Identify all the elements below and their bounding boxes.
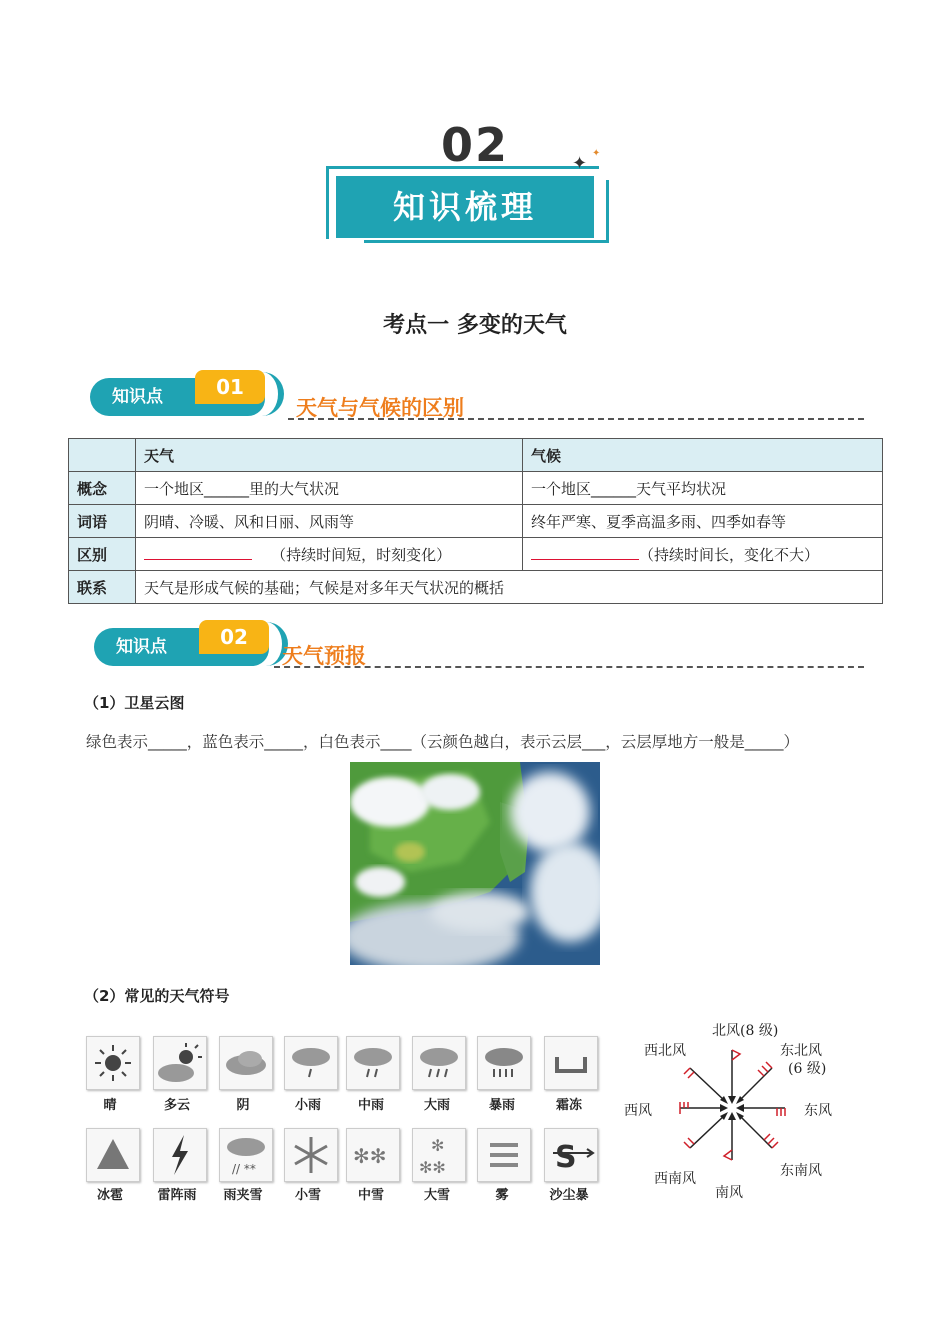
row-label: 词语: [69, 505, 136, 538]
tag-number: 02: [199, 620, 269, 654]
table-cell: 阴晴、冷暖、风和日丽、风雨等: [136, 505, 523, 538]
cell-note: （持续时间长，变化不大）: [639, 545, 820, 564]
section-title: 考点一 多变的天气: [383, 313, 567, 338]
wind-label-northeast-level: (6 级): [788, 1061, 827, 1077]
table-cell-blank: [136, 538, 523, 571]
table-header: 气候: [523, 439, 883, 472]
chapter-number: 02: [440, 118, 509, 172]
wind-label-northwest: 西北风: [644, 1043, 686, 1059]
satellite-cloud-image: [350, 762, 600, 965]
tag-label: 知识点: [112, 387, 163, 407]
table-cell: 终年严寒、夏季高温多雨、四季如春等: [523, 505, 883, 538]
svg-text:✻: ✻: [431, 1136, 445, 1155]
weather-label: 雾: [495, 1188, 509, 1203]
light-snow-icon: [284, 1128, 338, 1182]
weather-label: 沙尘暴: [549, 1188, 589, 1203]
chapter-title: 知识梳理: [392, 188, 537, 226]
table-row: [69, 472, 883, 505]
moderate-rain-icon: [346, 1036, 400, 1090]
table-row: [69, 571, 883, 604]
hail-icon: [86, 1128, 140, 1182]
svg-text:// **: // **: [232, 1162, 256, 1176]
wind-label-southwest: 西南风: [654, 1171, 696, 1187]
table-cell: 天气是形成气候的基础；气候是对多年天气状况的概括: [136, 571, 883, 604]
weather-label: 中雪: [357, 1188, 384, 1203]
wind-label-southeast: 东南风: [780, 1163, 822, 1179]
table-cell: [69, 439, 136, 472]
row-label: 概念: [69, 472, 136, 505]
table-cell: 一个地区______天气平均状况: [523, 472, 883, 505]
thunderstorm-icon: [153, 1128, 207, 1182]
partly-cloudy-icon: [153, 1036, 207, 1090]
sleet-icon: [219, 1128, 273, 1182]
table-cell-blank: [523, 538, 883, 571]
kp1-title: 天气与气候的区别: [296, 396, 464, 420]
heavy-rain-icon: [412, 1036, 466, 1090]
weather-label: 大雪: [423, 1188, 450, 1203]
wind-label-northeast: 东北风: [780, 1043, 822, 1059]
rainstorm-icon: [477, 1036, 531, 1090]
tag-number: 01: [195, 370, 265, 404]
weather-label: 雷阵雨: [157, 1188, 197, 1203]
subheading-satellite: （1）卫星云图: [84, 694, 185, 712]
row-label: 联系: [69, 571, 136, 604]
row-label: 区别: [69, 538, 136, 571]
table-cell: 一个地区______里的大气状况: [136, 472, 523, 505]
weather-label: 小雨: [294, 1098, 321, 1113]
weather-label: 晴: [103, 1098, 117, 1113]
knowledge-tag-01: [90, 370, 280, 416]
satellite-text: 绿色表示_____，蓝色表示_____，白色表示____（云颜色越白，表示云层___，云层厚地方一般是_____）: [86, 733, 800, 751]
overcast-icon: [219, 1036, 273, 1090]
table-row: [69, 505, 883, 538]
weather-climate-table: [68, 438, 883, 604]
weather-label: 小雪: [294, 1188, 321, 1203]
table-header: 天气: [136, 439, 523, 472]
frost-icon: [544, 1036, 598, 1090]
tag-label: 知识点: [116, 637, 167, 657]
knowledge-tag-02: [94, 620, 284, 666]
dot-icon: ✦: [592, 148, 601, 159]
wind-label-west: 西风: [624, 1103, 652, 1119]
wind-label-north: 北风(8 级): [712, 1023, 779, 1039]
wind-label-east: 东风: [804, 1103, 832, 1119]
svg-text:✻✻: ✻✻: [353, 1144, 387, 1168]
table-row: [69, 439, 883, 472]
dash-line: [274, 666, 864, 668]
kp2-title: 天气预报: [282, 644, 366, 668]
weather-label: 冰雹: [96, 1188, 123, 1203]
weather-label: 多云: [163, 1098, 190, 1113]
moderate-snow-icon: [346, 1128, 400, 1182]
subheading-weather-symbols: （2）常见的天气符号: [84, 987, 230, 1005]
fog-icon: [477, 1128, 531, 1182]
svg-text:S: S: [555, 1140, 577, 1175]
weather-label: 霜冻: [555, 1098, 582, 1113]
wind-label-south: 南风: [715, 1185, 743, 1201]
wind-diagram: [620, 1020, 860, 1210]
weather-label: 大雨: [423, 1098, 450, 1113]
sparkle-icon: ✦: [572, 153, 588, 174]
weather-label: 雨夹雪: [223, 1188, 263, 1203]
sandstorm-icon: [544, 1128, 598, 1182]
light-rain-icon: [284, 1036, 338, 1090]
table-row: [69, 538, 883, 571]
svg-text:✻✻: ✻✻: [419, 1158, 446, 1177]
heavy-snow-icon: [412, 1128, 466, 1182]
weather-label: 暴雨: [488, 1098, 515, 1113]
weather-label: 中雨: [357, 1098, 384, 1113]
dash-line: [288, 418, 864, 420]
sunny-icon: [86, 1036, 140, 1090]
cell-note: （持续时间短，时刻变化）: [271, 545, 452, 564]
weather-label: 阴: [236, 1098, 250, 1113]
